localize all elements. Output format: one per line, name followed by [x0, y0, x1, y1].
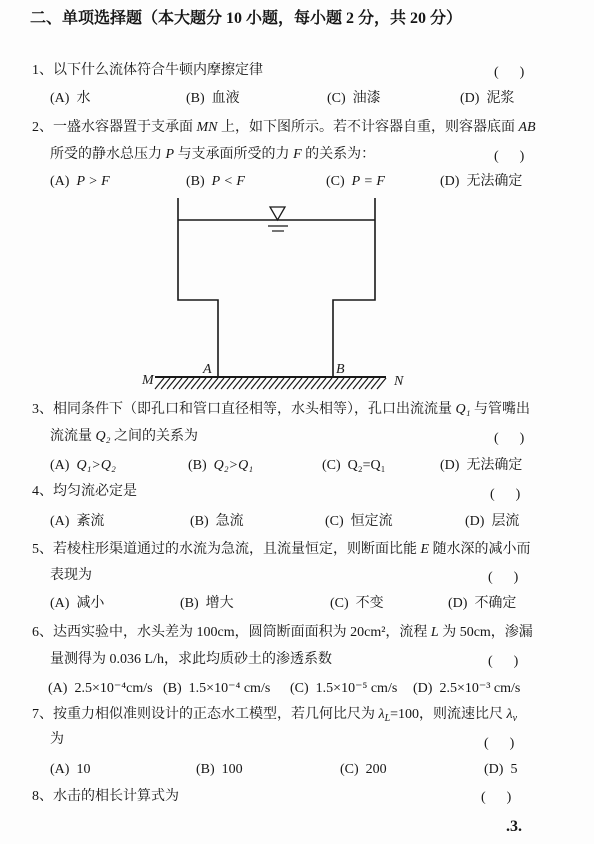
option-text: 2.5×10⁻³ cm/s: [439, 681, 521, 696]
option-text: 增大: [205, 596, 234, 611]
option-label: (C): [325, 514, 344, 529]
option-c: [290, 681, 397, 697]
option-c: [322, 458, 386, 474]
option-d: [440, 174, 522, 190]
question-text-part: 随水深的减小而: [429, 542, 531, 557]
question-text-part: 之间的关系为: [110, 429, 198, 444]
question-text-part: 按重力相似准则设计的正态水工模型，若几何比尺为: [53, 707, 379, 722]
option-label: (A): [50, 458, 70, 473]
question-text: [32, 484, 137, 500]
option-label: (C): [327, 91, 346, 106]
option-text: 不确定: [474, 596, 517, 611]
option-a: [50, 174, 110, 190]
option-label: (C): [330, 596, 349, 611]
math-variable: AB: [518, 120, 536, 135]
question-text: [32, 789, 179, 805]
option-text: 10: [76, 762, 91, 777]
question-text: [32, 625, 533, 641]
option-label: (B): [188, 458, 207, 473]
math-subscript: L: [384, 713, 391, 724]
option-d: [465, 514, 519, 530]
answer-blank: ( ): [494, 149, 525, 164]
option-text: Q₁>Q₂: [76, 458, 116, 473]
answer-blank: ( ): [488, 570, 519, 585]
option-b: [190, 514, 244, 530]
option-label: (C): [290, 681, 309, 696]
question-number: 2、: [32, 120, 53, 135]
question-number: 5、: [32, 542, 53, 557]
question-text-part: 所受的静水总压力: [50, 147, 166, 162]
math-variable: L: [430, 625, 439, 640]
option-text: 血液: [211, 91, 240, 106]
question-text: [32, 402, 530, 418]
option-b: [163, 681, 270, 697]
question-text-part: 表现为: [50, 568, 92, 583]
answer-blank: ( ): [488, 654, 519, 669]
option-text: 5: [510, 762, 518, 777]
container-left-wall: [178, 198, 218, 377]
question-text-part: 流流量: [50, 429, 96, 444]
option-label: (C): [322, 458, 341, 473]
option-text: 减小: [76, 596, 105, 611]
option-text: 油漆: [352, 91, 381, 106]
option-a: [50, 514, 104, 530]
option-a: [50, 458, 116, 474]
question-text: [32, 63, 263, 79]
question-text-part: 相同条件下（即孔口和管口直径相等，水头相等），孔口出流流量: [53, 402, 456, 417]
math-variable: MN: [196, 120, 218, 135]
container-right-wall: [333, 198, 375, 377]
math-variable: λ: [506, 707, 513, 722]
water-level-symbol: [270, 207, 285, 220]
question-text-part: 与管嘴出: [470, 402, 530, 417]
option-text: 1.5×10⁻⁵ cm/s: [315, 681, 398, 696]
question-text: [32, 707, 517, 723]
question-text-part: 与支承面所受的力: [174, 147, 294, 162]
question-text-part: 上，如下图所示。若不计容器自重，则容器底面: [217, 120, 519, 135]
option-label: (A): [50, 91, 70, 106]
option-text: 水: [76, 91, 91, 106]
question-text: [32, 120, 536, 136]
math-variable: F: [293, 147, 302, 162]
question-text-part: =100，则流速比尺: [390, 707, 507, 722]
question-text: [50, 732, 64, 748]
container-diagram: [130, 190, 420, 400]
option-text: 2.5×10⁻⁴cm/s: [74, 681, 153, 696]
option-label: (D): [440, 458, 460, 473]
ground-hatching: [155, 378, 386, 389]
answer-blank: ( ): [494, 431, 525, 446]
option-d: [484, 762, 517, 778]
label-b: B: [336, 362, 345, 377]
option-c: [325, 514, 393, 530]
question-number: 8、: [32, 789, 53, 804]
question-text-part: 的关系为：: [301, 147, 376, 162]
question-text-part: 以下什么流体符合牛顿内摩擦定律: [53, 63, 263, 78]
question-text-part: 达西实验中，水头差为 100cm，圆筒断面面积为 20cm²，流程: [53, 625, 431, 640]
option-a: [50, 762, 90, 778]
option-label: (B): [190, 514, 209, 529]
question-number: 6、: [32, 625, 53, 640]
option-d: [413, 681, 520, 697]
option-c: [330, 596, 384, 612]
option-text: 泥浆: [486, 91, 515, 106]
option-text: P = F: [351, 174, 385, 189]
option-label: (D): [448, 596, 468, 611]
math-variable: P: [165, 147, 175, 162]
option-label: (A): [48, 681, 68, 696]
option-text: 无法确定: [466, 458, 523, 473]
option-a: [48, 681, 153, 697]
option-label: (B): [186, 174, 205, 189]
option-label: (B): [163, 681, 182, 696]
question-text-part: 若棱柱形渠道通过的水流为急流，且流量恒定，则断面比能: [53, 542, 421, 557]
label-a: A: [203, 362, 212, 377]
math-subscript: v: [512, 713, 518, 724]
option-label: (C): [326, 174, 345, 189]
option-text: Q₂>Q₁: [213, 458, 254, 473]
option-b: [186, 91, 240, 107]
question-text-part: 一盛水容器置于支承面: [53, 120, 197, 135]
question-text-part: 均匀流必定是: [53, 484, 137, 499]
question-text: [32, 542, 531, 558]
option-label: (D): [460, 91, 480, 106]
question-text-part: 量测得为 0.036 L/h，求此均质砂土的渗透系数: [50, 652, 332, 667]
page-number: .3.: [506, 818, 522, 835]
option-label: (B): [186, 91, 205, 106]
option-b: [180, 596, 234, 612]
option-b: [186, 174, 245, 190]
answer-blank: ( ): [490, 487, 521, 502]
question-number: 1、: [32, 63, 53, 78]
math-variable: Q₁: [455, 402, 471, 417]
question-text-part: 为 50cm，渗漏: [438, 625, 533, 640]
label-m: M: [142, 373, 154, 388]
option-text: P < F: [211, 174, 245, 189]
option-label: (B): [180, 596, 199, 611]
question-text: [50, 147, 375, 163]
option-text: P > F: [76, 174, 110, 189]
option-label: (D): [413, 681, 433, 696]
question-text-part: 水击的相长计算式为: [53, 789, 179, 804]
option-text: 无法确定: [466, 174, 523, 189]
question-text: [50, 652, 332, 668]
option-label: (D): [465, 514, 485, 529]
question-number: 3、: [32, 402, 53, 417]
math-variable: E: [420, 542, 430, 557]
option-text: 不变: [355, 596, 384, 611]
option-c: [340, 762, 387, 778]
option-text: 100: [221, 762, 243, 777]
option-label: (D): [484, 762, 504, 777]
option-d: [460, 91, 514, 107]
label-n: N: [394, 374, 404, 389]
option-label: (C): [340, 762, 359, 777]
question-text: [50, 568, 92, 584]
option-text: 层流: [491, 514, 520, 529]
option-text: 急流: [215, 514, 244, 529]
section-title: 二、单项选择题（本大题分 10 小题，每小题 2 分，共 20 分）: [30, 10, 463, 27]
question-number: 7、: [32, 707, 53, 722]
option-text: 恒定流: [350, 514, 393, 529]
question-number: 4、: [32, 484, 53, 499]
option-c: [326, 174, 385, 190]
answer-blank: ( ): [484, 736, 515, 751]
option-label: (A): [50, 174, 70, 189]
option-label: (A): [50, 514, 70, 529]
option-label: (B): [196, 762, 215, 777]
option-a: [50, 596, 104, 612]
option-label: (A): [50, 762, 70, 777]
option-text: 1.5×10⁻⁴ cm/s: [188, 681, 271, 696]
option-label: (D): [440, 174, 460, 189]
option-text: 紊流: [76, 514, 105, 529]
option-text: 200: [365, 762, 387, 777]
option-d: [440, 458, 522, 474]
option-a: [50, 91, 90, 107]
question-text: [50, 429, 198, 445]
answer-blank: ( ): [481, 790, 512, 805]
option-b: [188, 458, 253, 474]
question-text-part: 为: [50, 732, 64, 747]
option-text: Q₂=Q₁: [347, 458, 386, 473]
option-d: [448, 596, 516, 612]
option-b: [196, 762, 243, 778]
answer-blank: ( ): [494, 65, 525, 80]
option-c: [327, 91, 381, 107]
math-variable: λ: [378, 707, 385, 722]
math-variable: Q₂: [95, 429, 111, 444]
option-label: (A): [50, 596, 70, 611]
